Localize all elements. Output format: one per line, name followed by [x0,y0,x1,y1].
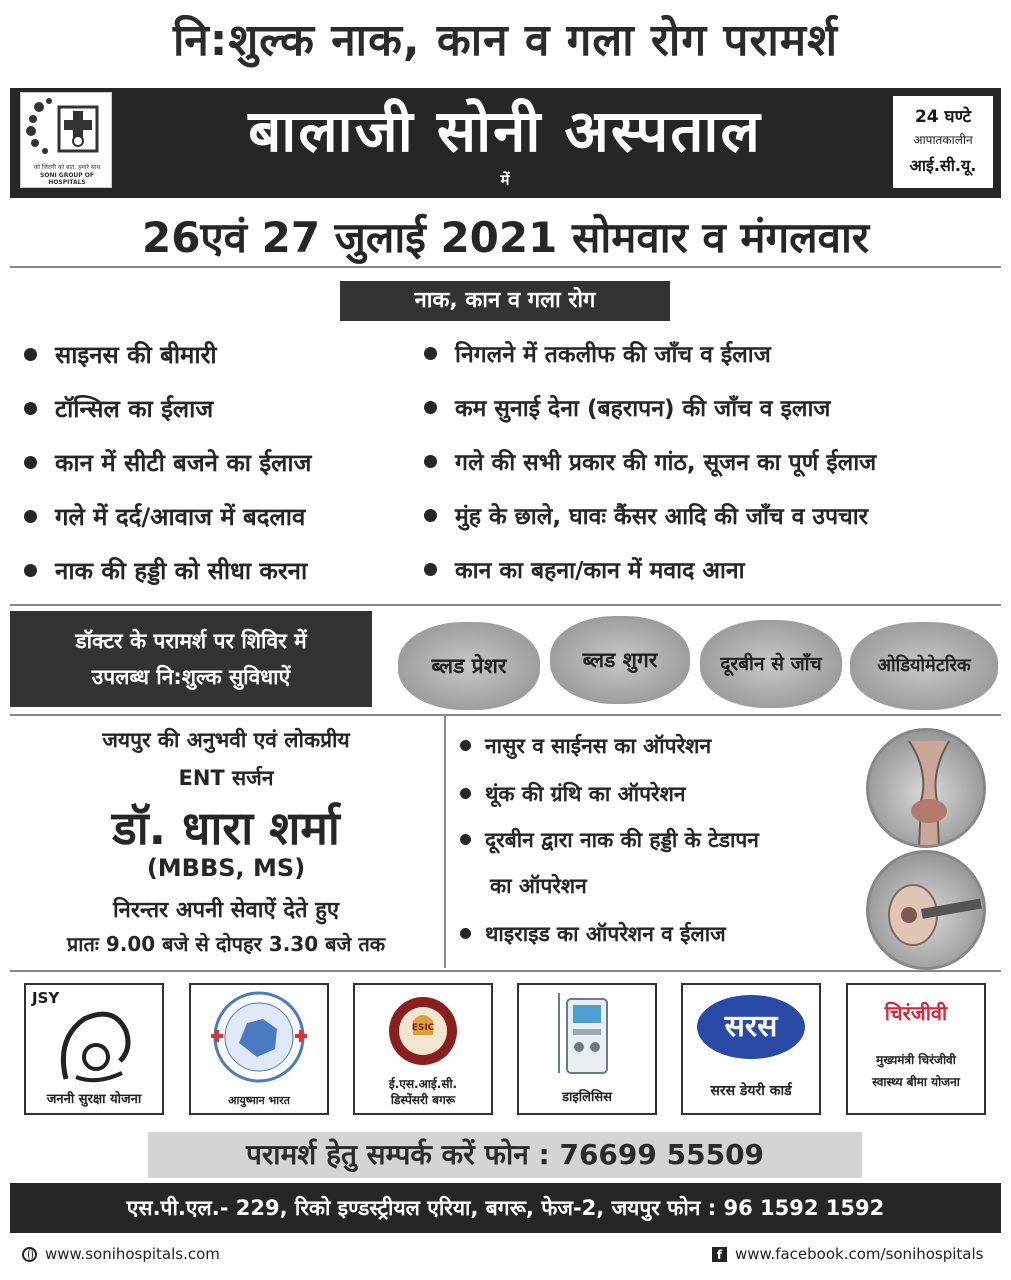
mother-child-icon [26,999,162,1089]
vertical-divider [444,716,446,968]
jsy-label: जननी सुरक्षा योजना [46,1092,142,1107]
logo-mark-icon [21,93,113,163]
operation-item: नासुर व साईनस का ऑपरेशन [460,732,711,760]
esic-label-2: डिस्पेंसरी बगरू [390,1093,456,1107]
list-item: गले में दर्द/आवाज में बदलाव [24,502,305,532]
divider [10,970,1001,972]
bullet-icon [460,740,471,751]
scheme-dialysis [517,983,657,1115]
doctor-degrees: (MBBS, MS) [146,854,306,882]
facility-badge-sugar: ब्लड शुगर [550,616,690,704]
free-facilities-label [10,611,372,707]
logo-tagline: को जिंदगी को बात, हमारे साथ [33,164,101,171]
ayushman-label: आयुष्मान भारत [228,1094,290,1107]
bullet-icon [24,456,37,469]
hospital-address: एस.पी.एल.- 229, रिको इण्डस्ट्रीयल एरिया, बगरू, फेज-2, जयपुर फोन : 96 1592 1592 [10,1183,1001,1233]
bullet-icon [424,347,437,360]
camp-title: नि:शुल्क नाक, कान व गला रोग परामर्श [172,15,839,66]
scheme-ayushman [189,983,329,1115]
facebook-icon: f [712,1247,727,1262]
bullet-icon [424,401,437,414]
bullet-icon [24,564,37,577]
website-text: www.sonihospitals.com [45,1245,220,1263]
list-item: कान का बहना/कान में मवाद आना [424,556,745,586]
bullet-icon [24,402,37,415]
list-item: गले की सभी प्रकार की गांठ, सूजन का पूर्ण ईलाज [424,448,876,478]
hospital-logo [20,92,112,188]
list-item: नाक की हड्डी को सीधा करना [24,556,307,586]
bullet-icon [424,563,437,576]
bullet-icon [460,928,471,939]
list-item: कम सुनाई देना (बहरापन) की जाँच व इलाज [424,394,830,424]
divider [10,604,1001,606]
dialysis-label: डाइलिसिस [562,1090,612,1105]
list-item: मुंह के छाले, घावः कैंसर आदि की जाँच व उपचार [424,502,868,532]
esic-tag: ESIC [411,1023,435,1033]
doctor-intro: जयपुर की अनुभवी एवं लोकप्रीय [102,728,350,752]
icu-emergency: आपातकालीन [913,133,973,147]
ent-heading: नाक, कान व गला रोग [340,281,670,321]
doctor-timing: प्रातः 9.00 बजे से दोपहर 3.30 बजे तक [66,932,386,956]
ayushman-emblem-icon [191,987,327,1087]
throat-anatomy-image [866,728,986,848]
facebook-text: www.facebook.com/sonihospitals [735,1245,984,1263]
scheme-jsy [24,983,164,1115]
chiranjeevi-logo: चिरंजीवी [884,1001,948,1025]
esic-label-1: ई.एस.आई.सी. [388,1077,458,1091]
scheme-esic [353,983,493,1115]
ear-scope-icon [869,853,986,970]
bullet-icon [24,348,37,361]
hospital-name: बालाजी सोनी अस्पताल [248,97,762,165]
ear-endoscopy-image [866,850,986,970]
doctor-service: निरन्तर अपनी सेवाऐं देते हुए [112,898,340,923]
bullet-icon [460,834,471,845]
logo-group-name: SONI GROUP OF HOSPITALS [40,172,94,186]
jsy-tag: JSY [32,989,60,1007]
bullet-icon [24,510,37,523]
doctor-panel [10,716,442,966]
scheme-chiranjeevi [846,983,986,1115]
throat-icon [869,731,986,848]
facilities-line-1: डॉक्टर के परामर्श पर शिविर में [75,629,307,653]
doctor-name: डॉ. धारा शर्मा [112,801,340,855]
saras-label: सरस डेयरी कार्ड [710,1083,792,1099]
list-item: टॉन्सिल का ईलाज [24,394,213,424]
saras-logo: सरस [697,995,805,1059]
website-link[interactable] [22,1245,220,1263]
operation-item-continuation: का ऑपरेशन [490,874,587,898]
bullet-icon [424,455,437,468]
facility-badge-audiometry: ओडियोमेटरिक [850,622,998,710]
list-item: निगलने में तकलीफ की जाँच व ईलाज [424,340,771,370]
facility-badge-endoscopy: दूरबीन से जाँच [700,620,842,708]
list-item: कान में सीटी बजने का ईलाज [24,448,311,478]
dialysis-machine-icon [519,989,655,1085]
bullet-icon [424,509,437,522]
contact-phone: परामर्श हेतु सम्पर्क करें फोन : 76699 55509 [148,1132,862,1178]
globe-icon [22,1247,37,1262]
chiranjeevi-label-1: मुख्यमंत्री चिरंजीवी [876,1053,956,1067]
scheme-saras [681,983,821,1115]
esic-emblem-icon [355,991,491,1075]
icu-hours: 24 घण्टे [914,107,972,127]
chiranjeevi-label-2: स्वास्थ्य बीमा योजना [872,1075,960,1089]
facility-badge-bp: ब्लड प्रेशर [398,622,540,710]
icu-badge [893,96,993,188]
operation-item: दूरबीन द्वारा नाक की हड्डी के टेडापन [460,826,759,854]
camp-dates: 26एवं 27 जुलाई 2021 सोमवार व मंगलवार [141,213,870,262]
divider [10,266,1001,268]
operation-item: थूंक की ग्रंथि का ऑपरेशन [460,780,686,808]
facilities-line-2: उपलब्ध नि:शुल्क सुविधाऐं [91,665,291,689]
list-item: साइनस की बीमारी [24,340,217,370]
operation-item: थाइराइड का ऑपरेशन व ईलाज [460,920,726,948]
in-word: में [500,171,510,189]
facebook-link[interactable] [712,1245,983,1263]
bullet-icon [460,788,471,799]
doctor-role: ENT सर्जन [178,766,274,790]
icu-label: आई.सी.यू. [909,156,977,175]
